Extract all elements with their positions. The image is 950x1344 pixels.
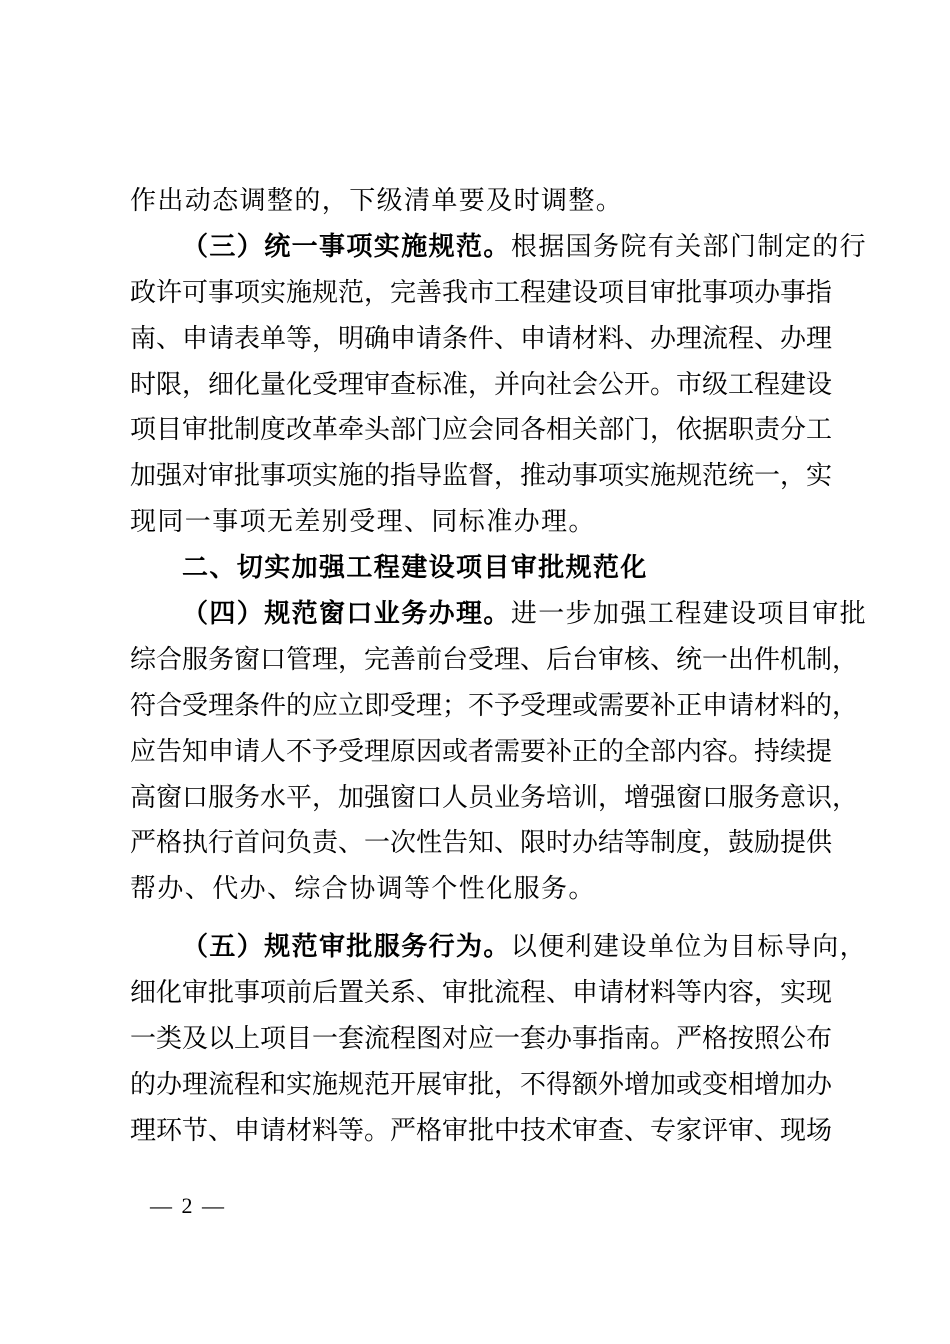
text-line: 严格执行首问负责、一次性告知、限时办结等制度，鼓励提供 <box>130 828 833 859</box>
paragraph-first-line <box>130 927 868 973</box>
body-text <box>130 181 868 1157</box>
text-line: 现同一事项无差别受理、同标准办理。 <box>130 507 596 538</box>
page-number: — 2 — <box>150 1193 226 1218</box>
text-line: 细化审批事项前后置关系、审批流程、申请材料等内容，实现 <box>130 978 833 1009</box>
text-line: 政许可事项实施规范，完善我市工程建设项目审批事项办事指 <box>130 277 833 308</box>
paragraph-lead: （四）规范窗口业务办理。 <box>182 599 511 630</box>
paragraph-gap <box>130 915 820 927</box>
text-line: 应告知申请人不予受理原因或者需要补正的全部内容。持续提 <box>130 736 833 767</box>
text-line: 综合服务窗口管理，完善前台受理、后台审核、统一出件机制， <box>130 644 859 675</box>
text-line: 理环节、申请材料等。严格审批中技术审查、专家评审、现场 <box>130 1115 833 1146</box>
text-line: 加强对审批事项实施的指导监督，推动事项实施规范统一，实 <box>130 461 833 492</box>
paragraph-text: 根据国务院有关部门制定的行 <box>510 231 868 262</box>
paragraph-text: 以便利建设单位为目标导向， <box>510 932 868 963</box>
paragraph-text: 进一步加强工程建设项目审批 <box>510 599 868 630</box>
text-line: 时限，细化量化受理审查标准，并向社会公开。市级工程建设 <box>130 369 833 400</box>
paragraph-lead: （三）统一事项实施规范。 <box>182 231 511 262</box>
text-line: 南、申请表单等，明确申请条件、申请材料、办理流程、办理 <box>130 323 833 354</box>
section-heading: 二、切实加强工程建设项目审批规范化 <box>182 553 648 584</box>
text-line: 帮办、代办、综合协调等个性化服务。 <box>130 874 596 905</box>
text-line: 的办理流程和实施规范开展审批，不得额外增加或变相增加办 <box>130 1069 833 1100</box>
text-line: 高窗口服务水平，加强窗口人员业务培训，增强窗口服务意识， <box>130 782 859 813</box>
text-line: 作出动态调整的，下级清单要及时调整。 <box>130 186 624 216</box>
text-line: 一类及以上项目一套流程图对应一套办事指南。严格按照公布 <box>130 1024 833 1055</box>
paragraph-lead: （五）规范审批服务行为。 <box>182 932 511 963</box>
text-line: 符合受理条件的应立即受理；不予受理或需要补正申请材料的， <box>130 690 859 721</box>
paragraph-first-line <box>130 594 868 640</box>
paragraph-first-line <box>130 227 868 273</box>
text-line: 项目审批制度改革牵头部门应会同各相关部门，依据职责分工 <box>130 415 833 446</box>
